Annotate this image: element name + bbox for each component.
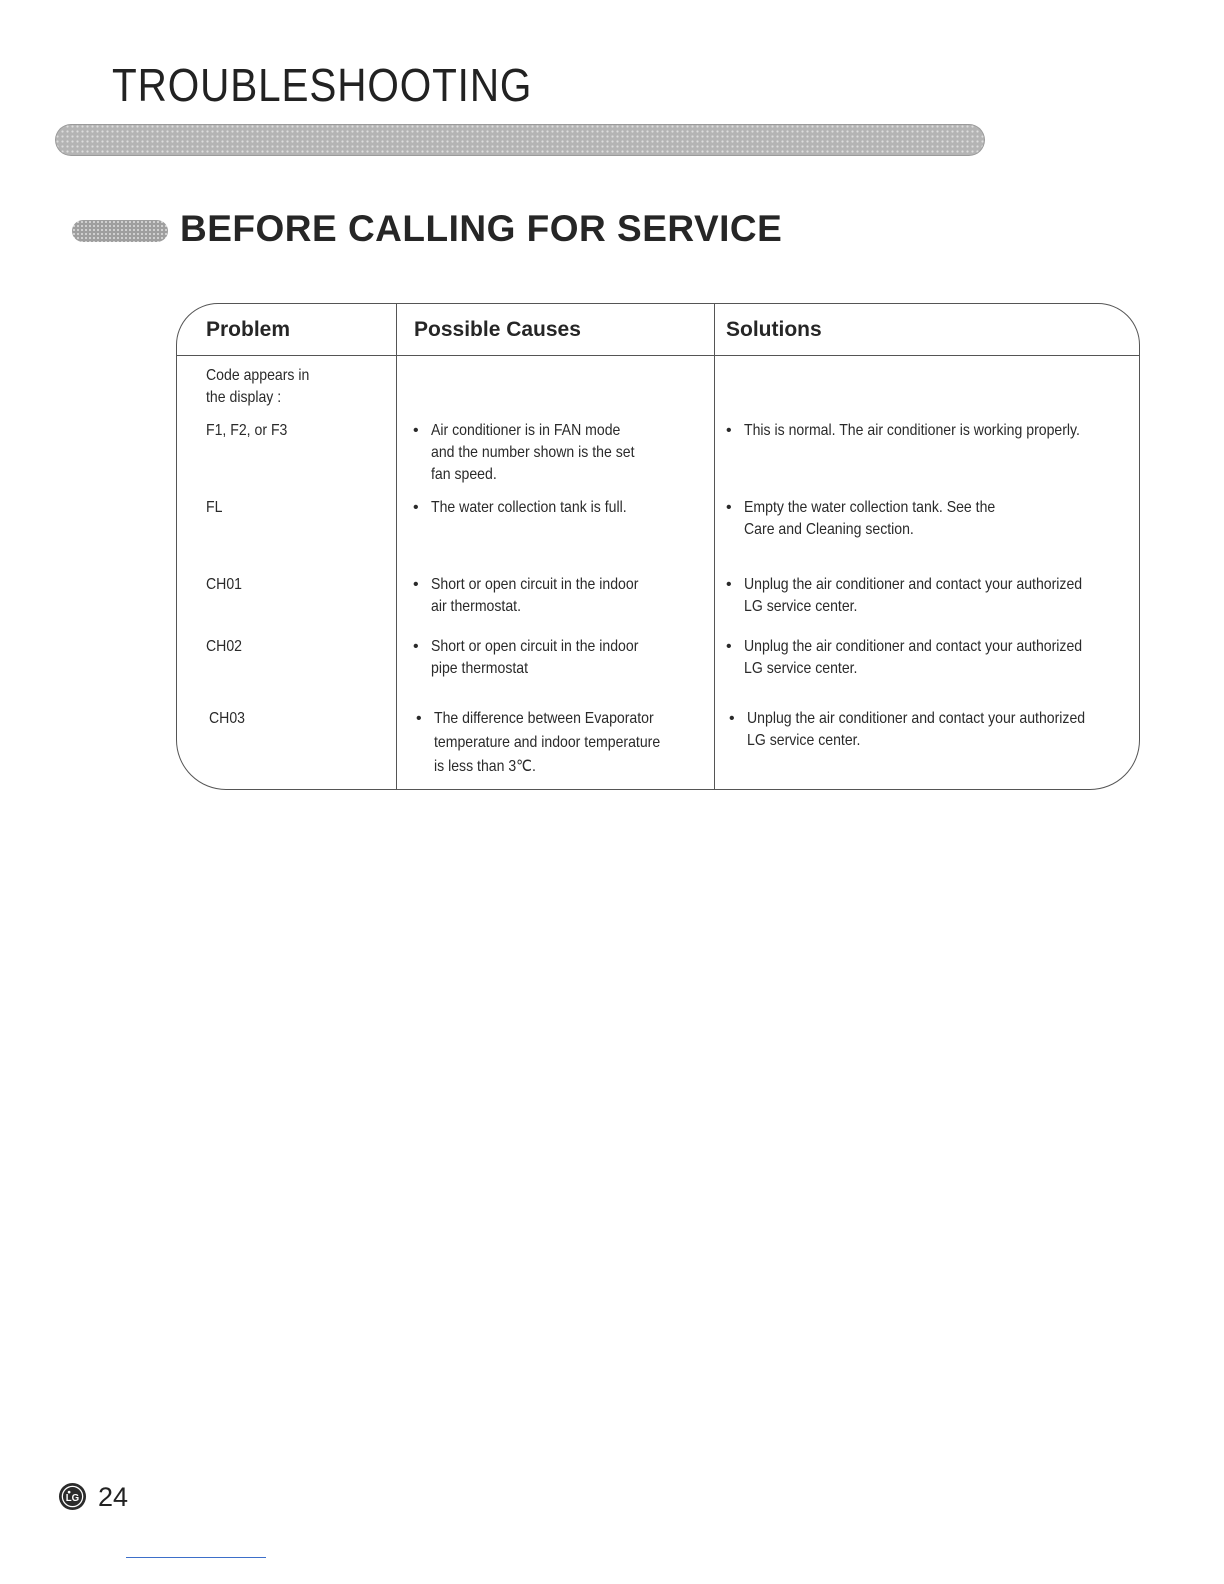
problem-code: CH01 xyxy=(206,576,242,593)
cause-line: fan speed. xyxy=(431,466,497,483)
bullet-icon: • xyxy=(726,638,732,655)
header-possible-causes: Possible Causes xyxy=(414,318,581,341)
solution-line: Care and Cleaning section. xyxy=(744,521,914,538)
solution-line: Unplug the air conditioner and contact your authorized xyxy=(747,710,1086,727)
header-problem: Problem xyxy=(206,318,291,341)
bullet-icon: • xyxy=(413,422,419,439)
cause-line: is less than 3℃. xyxy=(434,758,536,775)
cause-line: Short or open circuit in the indoor xyxy=(431,638,639,655)
bullet-icon: • xyxy=(729,710,735,727)
solution-line: This is normal. The air conditioner is working properly. xyxy=(744,422,1080,439)
cause-line: The water collection tank is full. xyxy=(431,499,627,516)
footer-link-line xyxy=(126,1557,266,1558)
bullet-icon: • xyxy=(726,499,732,516)
solution-line: Unplug the air conditioner and contact your authorized xyxy=(744,638,1083,655)
solution-line: Empty the water collection tank. See the xyxy=(744,499,996,516)
column-divider xyxy=(396,304,397,789)
problem-code: CH03 xyxy=(209,710,245,727)
cause-line: Short or open circuit in the indoor xyxy=(431,576,639,593)
bullet-icon: • xyxy=(416,710,422,727)
troubleshooting-table xyxy=(176,303,1140,790)
cause-line: and the number shown is the set xyxy=(431,444,635,461)
problem-code: CH02 xyxy=(206,638,242,655)
page-title: TROUBLESHOOTING xyxy=(112,59,533,111)
lg-logo-icon xyxy=(58,1482,87,1511)
solution-line: LG service center. xyxy=(747,732,861,749)
problem-intro-line: the display : xyxy=(206,389,282,406)
bullet-icon: • xyxy=(413,499,419,516)
section-marker-pill xyxy=(72,220,168,242)
header-solutions: Solutions xyxy=(726,318,822,341)
page-number: 24 xyxy=(98,1482,129,1512)
bullet-icon: • xyxy=(726,576,732,593)
cause-line: air thermostat. xyxy=(431,598,521,615)
problem-code: F1, F2, or F3 xyxy=(206,422,288,439)
column-divider xyxy=(714,304,715,789)
solution-line: LG service center. xyxy=(744,598,858,615)
solution-line: LG service center. xyxy=(744,660,858,677)
logo-text: LG xyxy=(65,1492,80,1504)
problem-intro-line: Code appears in xyxy=(206,367,310,384)
bullet-icon: • xyxy=(726,422,732,439)
cause-line: pipe thermostat xyxy=(431,660,529,677)
cause-line: The difference between Evaporator xyxy=(434,710,654,727)
bullet-icon: • xyxy=(413,638,419,655)
problem-code: FL xyxy=(206,499,223,516)
section-title: BEFORE CALLING FOR SERVICE xyxy=(180,208,783,249)
cause-line: temperature and indoor temperature xyxy=(434,734,661,751)
title-underline-bar xyxy=(55,124,985,156)
bullet-icon: • xyxy=(413,576,419,593)
table-header-row xyxy=(177,304,1139,356)
cause-line: Air conditioner is in FAN mode xyxy=(431,422,621,439)
solution-line: Unplug the air conditioner and contact your authorized xyxy=(744,576,1083,593)
